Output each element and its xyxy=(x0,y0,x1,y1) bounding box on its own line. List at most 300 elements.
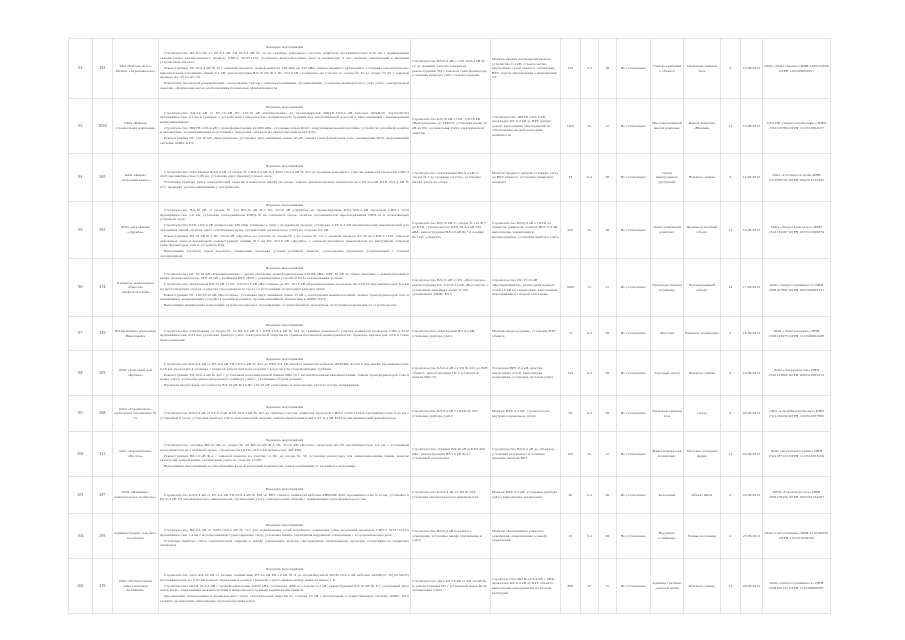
cell-term xyxy=(721,351,741,396)
cell-term xyxy=(721,559,741,614)
cell-applicant xyxy=(113,477,159,514)
cell-voltage xyxy=(581,259,599,317)
works-grid-text: Строительство КЛ-10 кВ от ПС 110/10 кВ «Центральная» до 2БКТП, установка ячеек 10 кВ на ПС, организация учёта электрической энергии xyxy=(412,116,488,135)
description-paragraph: Выполнение мероприятий по обеспечению второй категории надёжности электроснабжения от резервного источника. xyxy=(164,464,357,469)
cell-num xyxy=(69,39,93,99)
cell-date xyxy=(741,477,763,514)
register-body xyxy=(69,39,831,614)
works-grid-text: Строительство ответвления ВЛ-0,4 кВ от опоры № 7 до границы участка, установка шкафа учёта на опоре xyxy=(412,170,482,184)
works-applicant-text: Установка ВРУ-0,4 кВ, монтаж внутренних сетей, выполнение заземления, установка системы учёта xyxy=(492,366,554,380)
description-paragraph: Строительство КЛ-0,4 кВ от РУ-0,4 кВ ТП-10/0,4 кВ № 634 до ВРУ объекта заявителя кабелем АВБбШв 4х95 протяжённостью 0,12 км; установка в РУ-0,4 кВ ТП автоматического выключателя; организация учёта электрической энергии с применением трансформаторов тока. xyxy=(160,492,409,502)
cell-object xyxy=(684,99,721,154)
cell-contractor xyxy=(763,39,831,99)
table-row xyxy=(69,99,831,154)
table-row xyxy=(69,154,831,202)
description-paragraph: Строительство КЛ-0,4 кВ от РУ-0,4 кВ ТП-10/0,4 кВ № 421 до ВРУ-0,4 кВ объекта заявителя кабелем АВБбШв 4х120 в две нитки протяжённостью 0,18 км, прокладка в траншее с защитой кабеля при пересечении с дорогой асбестоцементными трубами. xyxy=(160,362,409,371)
cell-works-grid xyxy=(411,432,491,477)
voltage-text: 10 xyxy=(587,227,592,232)
works-grid-text: Строительство КЛ-0,4 кВ от ТП № 421 до ВРУ объекта, реконструкция ТП с установкой панели ЩО-70 xyxy=(412,366,489,380)
cell-power xyxy=(561,351,581,396)
cell-contractor xyxy=(763,559,831,614)
cell-applicant xyxy=(113,259,159,317)
cell-works-applicant xyxy=(491,202,561,259)
description-paragraph: Установка прибора учёта электрической энергии в шкафу управления, монтаж светодиодных светильников, проверка селективности защитных аппаратов. xyxy=(160,538,409,548)
cell-purpose xyxy=(651,39,684,99)
cell-works-applicant xyxy=(491,514,561,559)
power-text: 1200 xyxy=(566,123,575,128)
cell-contractor xyxy=(763,154,831,202)
term-text: 6 xyxy=(729,370,732,375)
description-paragraph: Реконструкция ПС 110/10 кВ «Центральная»: установка двух линейных ячеек 10 кВ, замена трансформаторов тока, расширение ОПУ, модернизация системы АИИС КУЭ. xyxy=(160,136,409,146)
applicant-text: Открытое акционерное общество «Нефтегазстрой» xyxy=(116,280,155,294)
date-text: 10.09.2013 xyxy=(742,123,761,128)
cell-code xyxy=(93,351,113,396)
description-paragraph: Строительство ВЛ-10 кВ от опоры № 112 ВЛ-10 кВ Ф-7 ПС 35/10 кВ «Дружба» до проектируемой КТП-10/0,4 кВ проводом СИП-3 1х70 протяжённостью 1,6 км, установка разъединителя РЛНД-10 на отпаечной опоре, монтаж ограничителей перенапряжения ОПН-10 и заземляющих устройств опор. xyxy=(160,208,409,222)
works-applicant-text: Монтаж светильников уличного освещения, подключение к шкафу управления xyxy=(492,529,548,543)
cell-desc xyxy=(159,559,411,614)
applicant-text: ООО «Региональная энергетическая компания» xyxy=(118,579,152,593)
category-text: III xyxy=(605,175,610,180)
description-paragraph: Строительство двухцепной ВЛ-35 кВ от ПС 110/35/10 кВ «Восточная» до ПС 35/10 кВ «Промышленная» проводом АС-120/19 протяжённостью 8,4 км на металлических опорах, подвеска грозозащитного троса со встроенным оптическим кабелем связи. xyxy=(160,282,409,291)
code-text: 312 xyxy=(99,451,106,456)
cell-works-grid xyxy=(411,99,491,154)
cell-power xyxy=(561,396,581,432)
object-text: Молочно-товарная ферма xyxy=(686,449,718,458)
cell-code xyxy=(93,396,113,432)
purpose-text: Производственная площадка xyxy=(652,282,682,292)
description-block xyxy=(160,164,409,191)
code-text: 249 xyxy=(99,331,106,336)
cell-category xyxy=(599,154,617,202)
category-text: III xyxy=(605,370,610,375)
object-text: Объект ЖКХ xyxy=(691,492,713,497)
works-grid-text: Строительство двух КЛ-10 кВ от РП-10 кВ № 8, реконструкция РП с установкой ячеек КСО, организация учёта xyxy=(412,579,488,593)
cell-voltage xyxy=(581,317,599,351)
date-text: 18.09.2013 xyxy=(742,331,761,336)
voltage-text: 0,4 xyxy=(587,370,592,375)
table-row xyxy=(69,39,831,99)
voltage-text: 10 xyxy=(587,583,592,588)
cell-works-grid xyxy=(411,154,491,202)
cell-code xyxy=(93,432,113,477)
date-text: 26.09.2013 xyxy=(742,583,761,588)
purpose-text: Котельная xyxy=(658,492,676,497)
cell-num xyxy=(69,514,93,559)
term-type-text: Не установлено xyxy=(620,227,647,232)
table-row xyxy=(69,317,831,351)
cell-category xyxy=(599,202,617,259)
cell-purpose xyxy=(651,202,684,259)
cell-works-applicant xyxy=(491,99,561,154)
works-grid-text: Строительство отпайки ВЛ-10 кВ и КТП 400 кВА, реконструкция ВЛ-10 кВ Ф-4 с установкой реклоузера xyxy=(412,447,485,461)
contractor-text: ООО «Светотехника» ИНН 2310189567 ОГРН 1122310006789 xyxy=(764,531,829,540)
category-text: III xyxy=(605,66,610,71)
num-text: 103 xyxy=(77,583,84,588)
cell-power xyxy=(561,202,581,259)
purpose-text: Административно-деловой центр xyxy=(652,581,682,590)
cell-object xyxy=(684,351,721,396)
num-text: 92 xyxy=(78,66,83,71)
num-text: 100 xyxy=(77,451,84,456)
cell-works-grid xyxy=(411,351,491,396)
cell-works-applicant xyxy=(491,396,561,432)
term-text: 24 xyxy=(728,285,733,290)
cell-works-applicant xyxy=(491,317,561,351)
cell-contractor xyxy=(763,432,831,477)
cell-date xyxy=(741,259,763,317)
cell-code xyxy=(93,154,113,202)
cell-contractor xyxy=(763,351,831,396)
cell-num xyxy=(69,396,93,432)
cell-date xyxy=(741,154,763,202)
term-text: 6 xyxy=(729,492,732,497)
description-block xyxy=(160,266,409,310)
code-text: 274 xyxy=(99,285,106,290)
cell-date xyxy=(741,559,763,614)
cell-term xyxy=(721,396,741,432)
cell-num xyxy=(69,477,93,514)
power-text: 120 xyxy=(567,370,574,375)
purpose-text: Производственная база xyxy=(652,408,682,418)
object-text: Производственная база xyxy=(687,63,717,73)
contractor-text: СРО НП «Энергостройальянс» ИНН 2310156789 ОГРН 1112310004527 xyxy=(766,121,827,130)
description-paragraph: Строительство 2КТП-10/0,4 кВ с трансформаторами 2х630 кВА, установка АВР на стороне 0,4 кВ; реконструкция РП-10 кВ № 8 с установкой двух ячеек КСО с вакуумными выключателями и микропроцессорными терминалами защиты. xyxy=(160,583,409,593)
cell-term-type xyxy=(617,396,651,432)
cell-category xyxy=(599,514,617,559)
cell-desc xyxy=(159,317,411,351)
voltage-text: 0,4 xyxy=(587,175,592,180)
cell-voltage xyxy=(581,154,599,202)
category-text: III xyxy=(605,492,610,497)
cell-voltage xyxy=(581,559,599,614)
cell-date xyxy=(741,99,763,154)
cell-object xyxy=(684,317,721,351)
num-text: 101 xyxy=(77,492,84,497)
applicant-text: ООО «Торговый дом «Кубань» xyxy=(118,368,153,377)
cell-applicant xyxy=(113,514,159,559)
term-text: 12 xyxy=(728,583,733,588)
purpose-text: Электроснабжение объекта xyxy=(652,63,682,73)
power-text: 670 xyxy=(567,227,574,232)
contractor-text: ООО «Энергостройинвест» ИНН 2308190123 ОГРН 1132308000987 xyxy=(768,581,825,590)
term-type-text: Не установлено xyxy=(620,370,647,375)
cell-contractor xyxy=(763,514,831,559)
cell-power xyxy=(561,317,581,351)
description-heading: Перечень мероприятий xyxy=(265,323,304,328)
voltage-text: 0,4 xyxy=(587,411,592,416)
cell-voltage xyxy=(581,99,599,154)
cell-purpose xyxy=(651,317,684,351)
object-text: Нежилое здание xyxy=(688,583,716,588)
table-row xyxy=(69,559,831,614)
cell-term xyxy=(721,39,741,99)
cell-num xyxy=(69,154,93,202)
cell-contractor xyxy=(763,477,831,514)
cell-desc xyxy=(159,351,411,396)
cell-num xyxy=(69,351,93,396)
term-type-text: Не установлено xyxy=(620,411,647,416)
cell-works-grid xyxy=(411,477,491,514)
num-text: 99 xyxy=(78,411,83,416)
table-row xyxy=(69,202,831,259)
description-paragraph: Установка прибора учёта электрической энергии в выносном шкафу на опоре, замена автоматического выключателя в РУ-0,4 кВ КТП-10/0,4 кВ № 215, проверка уровня напряжения у потребителя. xyxy=(160,180,409,189)
applicant-text: ООО «Жилищно-коммунальное хозяйство» xyxy=(114,490,157,499)
date-text: 12.09.2013 xyxy=(742,175,761,180)
cell-applicant xyxy=(113,39,159,99)
category-text: III xyxy=(605,227,610,232)
description-paragraph: Реконструкция ПС 110/35/10 кВ «Восточная»: установка двух линейных ячеек 35 кВ с элегазовыми выключателями, замена трансформаторов тока и напряжения, модернизация устройств релейной защиты, противоаварийной автоматики и АИИС КУЭ. xyxy=(160,292,409,302)
object-text: Производственный объект xyxy=(686,225,718,234)
cell-term xyxy=(721,477,741,514)
term-type-text: Не установлено xyxy=(620,123,647,128)
register-table xyxy=(68,38,831,614)
cell-code xyxy=(93,514,113,559)
applicant-text: ЗАО «Агрокомплекс «Восток» xyxy=(119,449,152,458)
cell-desc xyxy=(159,396,411,432)
cell-date xyxy=(741,39,763,99)
works-applicant-text: Монтаж вводно-распределительного устройства 0,4 кВ, строительство внутренних сетей объекта, заземление ВРУ, подача уведомления о выполнении ТУ xyxy=(492,57,558,80)
date-text: 25.09.2013 xyxy=(742,533,761,538)
cell-voltage xyxy=(581,432,599,477)
term-type-text: Не установлено xyxy=(620,66,647,71)
cell-works-grid xyxy=(411,317,491,351)
date-text: 19.09.2013 xyxy=(742,370,761,375)
applicant-text: ОАО «Фирма «Агрохимсервис» xyxy=(121,172,150,182)
description-paragraph: Разработка проектной документации, согласование трассы с заинтересованными организациями, установка коммерческого узла учёта электрической энергии, оформление актов разграничения балансовой принадлежности. xyxy=(160,81,409,90)
power-text: 60 xyxy=(568,492,573,497)
contractor-text: ООО «СтройЭнергоПроект» ИНН 2311156234 ОГРН 1102311007890 xyxy=(769,408,824,418)
cell-category xyxy=(599,259,617,317)
cell-term-type xyxy=(617,559,651,614)
cell-purpose xyxy=(651,259,684,317)
cell-voltage xyxy=(581,514,599,559)
description-heading: Перечень мероприятий xyxy=(265,164,304,169)
cell-object xyxy=(684,559,721,614)
cell-works-applicant xyxy=(491,259,561,317)
cell-power xyxy=(561,514,581,559)
cell-desc xyxy=(159,154,411,202)
works-applicant-text: Строительство 2КТП-10/0,4 кВ с АВР, прокладка КЛ-0,4 кВ до ВРУ объекта, выполнение мероприятий по второй категории xyxy=(492,576,555,595)
cell-code xyxy=(93,317,113,351)
cell-works-applicant xyxy=(491,351,561,396)
description-block xyxy=(160,203,409,258)
description-paragraph: Организация телемеханики и коммерческого учёта электрической энергии на стороне 10 кВ с интеграцией в существующую систему АИИС КУЭ сетевой организации; выполнение пусконаладочных работ. xyxy=(160,594,409,603)
cell-num xyxy=(69,432,93,477)
works-applicant-text: Монтаж ВРУ-0,4 кВ, установка прибора учёта, выполнение заземления xyxy=(492,490,558,499)
description-block xyxy=(160,45,409,92)
applicant-text: ООО «Строительно-монтажное управление № 5» xyxy=(114,406,157,420)
cell-term xyxy=(721,259,741,317)
cell-date xyxy=(741,514,763,559)
contractor-text: ООО «ЭнергоТрансАгро» ИНН 2312134567 ОГРН 1072312009876 xyxy=(768,225,825,234)
cell-contractor xyxy=(763,317,831,351)
cell-works-grid xyxy=(411,259,491,317)
description-paragraph: Строительство ВЛ-0,4 кВ от РУ-0,4 кВ ТП-10/0,4 кВ № 12 до границы земельного участка заявителя протяжённостью 0,35 км с применением самонесущего изолированного провода СИП-2 3х70+1х70, установка железобетонных опор в количестве 9 шт., монтаж ответвлений к вводным устройствам объекта. xyxy=(160,50,409,65)
description-paragraph: Строительство ВЛ-0,4 кВ от КТП-10/0,4 кВ № 712 для подключения сетей наружного освещения улиц поселения проводом СИП-2 3х35+1х54,6 протяжённостью 1,4 км с использованием существующих опор; установка шкафа управления наружным освещением с астрономическим реле. xyxy=(160,528,409,537)
cell-desc xyxy=(159,202,411,259)
term-type-text: Не установлено xyxy=(620,285,647,290)
description-paragraph: Проверка пропускной способности ВЛ-10 кВ Ф-12 ПС 110/10 кВ «Западная» и выполнение расчёта потерь напряжения. xyxy=(164,383,360,388)
voltage-text: 0,4 xyxy=(587,66,592,71)
cell-purpose xyxy=(651,514,684,559)
term-text: 6 xyxy=(729,175,732,180)
voltage-text: 10 xyxy=(587,123,592,128)
cell-voltage xyxy=(581,351,599,396)
cell-applicant xyxy=(113,559,159,614)
power-text: 15 xyxy=(568,331,573,336)
cell-works-grid xyxy=(411,396,491,432)
voltage-text: 0,4 xyxy=(587,492,592,497)
num-text: 98 xyxy=(78,370,83,375)
cell-desc xyxy=(159,477,411,514)
voltage-text: 10 xyxy=(587,451,592,456)
works-applicant-text: Монтаж ввода в здание, установка ВРУ объекта xyxy=(492,328,557,338)
term-text: 12 xyxy=(728,451,733,456)
purpose-text: Многоквартирный жилой комплекс xyxy=(652,121,682,130)
description-paragraph: Строительство 2БКТП-10/0,4 кВ с трансформаторами 2х1000 кВА, установка ячеек КСО с вакуумными выключателями, устройство релейной защиты и автоматики, телемеханизация подстанции с передачей сигналов на диспетчерский пункт РЭС. xyxy=(160,125,409,135)
works-grid-text: Строительство ВЛ-0,4 кВ от КТП № 507, установка прибора учёта xyxy=(412,408,479,418)
date-text: 17.09.2013 xyxy=(742,285,761,290)
description-paragraph: Строительство ПС 35/10 кВ «Промышленная» с двумя силовыми трансформаторами 2х6300 кВА, ОРУ-35 кВ по схеме «мостик» с выключателями в цепях трансформаторов, ЗРУ-10 кВ с ячейками КРУ, ОПУ с размещением устройств РЗА, телемеханики и связи. xyxy=(160,271,409,281)
power-text: 25 xyxy=(568,533,573,538)
contractor-text: ООО «Агроэнергосервис» ИНН 2312167123 ОГРН 1112312003456 xyxy=(769,449,824,458)
voltage-text: 0,4 xyxy=(587,533,592,538)
num-text: 94 xyxy=(78,175,83,180)
num-text: 93 xyxy=(78,123,83,128)
contractor-text: ООО «Энергостройинвест» ИНН 2308167890 ОГРН 1092308004321 xyxy=(768,282,825,292)
cell-applicant xyxy=(113,154,159,202)
cell-applicant xyxy=(113,351,159,396)
description-paragraph: Реконструкция ТП-10/0,4 кВ № 12 с заменой силового трансформатора 160 кВА на 250 кВА, замена вводного рубильника, установка автоматических выключателей отходящих линий 0,4 кВ; реконструкция ВЛ-10 кВ Ф-3 ПС 35/10 кВ «Северная» на участке от опоры № 45 до опоры № 63 с заменой провода АС-35 на АС-70. xyxy=(160,66,409,80)
cell-applicant xyxy=(113,99,159,154)
description-block xyxy=(160,487,409,503)
description-paragraph: Строительство КЛ-10 кВ от РУ-10 кВ ПС 110/10 кВ «Центральная» до проектируемой 2БКТП-10/0,4 кВ кабелем АПвПу2г 3х(1х240/35) протяжённостью 2,1 км в траншее, с устройством горизонтально направленного бурения под автомобильной дорогой и пересечениями с инженерными коммуникациями. xyxy=(160,110,409,124)
cell-term xyxy=(721,317,741,351)
table-row xyxy=(69,432,831,477)
works-grid-text: Строительство ВЛ-0,4 кВ наружного освещения, установка шкафа управления и учёта xyxy=(412,529,483,543)
cell-contractor xyxy=(763,396,831,432)
cell-purpose xyxy=(651,432,684,477)
code-text: 287 xyxy=(99,492,106,497)
works-grid-text: Строительство КЛ-0,4 кВ от ТП № 634, установка автоматического выключателя xyxy=(412,490,479,499)
cell-date xyxy=(741,202,763,259)
cell-code xyxy=(93,559,113,614)
code-text: 281 xyxy=(99,66,106,71)
table-row xyxy=(69,514,831,559)
term-type-text: Не установлено xyxy=(620,533,647,538)
category-text: II xyxy=(606,451,609,456)
cell-category xyxy=(599,39,617,99)
cell-desc xyxy=(159,514,411,559)
cell-term-type xyxy=(617,202,651,259)
description-heading: Перечень мероприятий xyxy=(265,356,304,361)
cell-category xyxy=(599,559,617,614)
term-text: 12 xyxy=(728,227,733,232)
term-text: 4 xyxy=(729,331,732,336)
cell-object xyxy=(684,432,721,477)
description-heading: Перечень мероприятий xyxy=(265,522,304,527)
works-applicant-text: Монтаж ВРУ-0,4 кВ, строительство внутриплощадочных сетей xyxy=(492,408,551,418)
cell-code xyxy=(93,202,113,259)
description-block xyxy=(160,357,409,390)
description-block xyxy=(160,323,409,344)
cell-works-grid xyxy=(411,202,491,259)
cell-category xyxy=(599,432,617,477)
code-text: 303 xyxy=(99,370,106,375)
cell-applicant xyxy=(113,432,159,477)
cell-category xyxy=(599,351,617,396)
category-text: II xyxy=(606,123,609,128)
cell-power xyxy=(561,432,581,477)
cell-term-type xyxy=(617,351,651,396)
num-text: 96 xyxy=(78,285,83,290)
contractor-text: ООО «Энергопроект» ИНН 2309125648 ОГРН 1102309003851 xyxy=(764,63,829,73)
cell-works-applicant xyxy=(491,39,561,99)
cell-category xyxy=(599,99,617,154)
cell-contractor xyxy=(763,202,831,259)
description-paragraph: Строительство двух КЛ-10 кВ от разных секций шин РУ-10 кВ РП-10 кВ № 8 до проектируемой 2КТП-10/0,4 кВ кабелем АПвПу2г 3х(1х150/25) протяжённостью по 0,65 км каждая, прокладка в разных траншеях с расстоянием между ними не менее 1 м. xyxy=(160,573,409,582)
description-paragraph: Строительство отпайки ВЛ-10 кВ от опоры № 56 ВЛ-10 кВ Ф-4 ПС 35/10 кВ «Восток» проводом АС-70 протяжённостью 0,9 км с установкой разъединителя на отпаечной опоре, строительство КТП-10/0,4 кВ мощностью 400 кВА. xyxy=(160,443,409,452)
cell-term xyxy=(721,99,741,154)
cell-num xyxy=(69,202,93,259)
object-text: Жилой комплекс «Южный» xyxy=(688,121,716,130)
date-text: 10.09.2013 xyxy=(742,66,761,71)
cell-term-type xyxy=(617,259,651,317)
term-type-text: Не установлено xyxy=(620,451,647,456)
term-type-text: Не установлено xyxy=(620,583,647,588)
cell-desc xyxy=(159,259,411,317)
purpose-text: Магазин xyxy=(660,331,674,336)
purpose-text: Зерносушильный комплекс xyxy=(652,225,682,234)
description-paragraph: Реконструкция ВЛ-10 кВ Ф-4 с заменой провода на участке от ПС до опоры № 56, установка реклоузера для секционирования линии, монтаж указателей повреждения, организация учёта на стороне 10 кВ. xyxy=(160,453,409,463)
cell-voltage xyxy=(581,396,599,432)
cell-num xyxy=(69,559,93,614)
description-heading: Перечень мероприятий xyxy=(265,437,304,442)
purpose-text: Животноводческий комплекс xyxy=(652,449,682,458)
cell-desc xyxy=(159,99,411,154)
description-heading: Перечень мероприятий xyxy=(265,265,304,270)
cell-code xyxy=(93,39,113,99)
contractor-text: ООО «Энергомонтаж» ИНН 2310123890 ОГРН 1082310005612 xyxy=(768,368,825,377)
cell-purpose xyxy=(651,477,684,514)
cell-purpose xyxy=(651,154,684,202)
cell-power xyxy=(561,559,581,614)
cell-power xyxy=(561,39,581,99)
description-paragraph: Строительство ответвления от опоры № 14 ВЛ-0,4 кВ Л-1 КТП-10/0,4 кВ № 318 до границы земельного участка заявителя проводом СИП-4 4х16 протяжённостью 0,03 км; установка прибора учёта электрической энергии на границе балансовой принадлежности; проверка параметров сети в точке присоединения. xyxy=(160,328,409,342)
works-applicant-text: Строительство ПС 35/10 кВ «Промышленная», распределительных сетей 10 кВ по территории, выполнение мероприятий по второй категории xyxy=(492,278,558,297)
contractor-text: ООО «Электросервис» ИНН 2309145678 ОГРН 1112309002468 xyxy=(769,328,824,338)
description-paragraph: Выполнение инженерных изысканий, разработка проекта, прохождение государственной экспертизы, получение разрешения на строительство. xyxy=(164,303,398,308)
cell-purpose xyxy=(651,396,684,432)
cell-date xyxy=(741,317,763,351)
term-text: 12 xyxy=(728,123,733,128)
code-text: 265 xyxy=(99,175,106,180)
cell-works-applicant xyxy=(491,432,561,477)
description-block xyxy=(160,438,409,471)
num-text: 102 xyxy=(77,533,84,538)
applicant-text: ООО «Агрофирма «Дружба» xyxy=(120,225,151,234)
date-text: 24.09.2013 xyxy=(742,492,761,497)
term-type-text: Не установлено xyxy=(620,492,647,497)
purpose-text: Торговый центр xyxy=(654,370,680,375)
category-text: III xyxy=(605,411,610,416)
cell-term-type xyxy=(617,99,651,154)
cell-power xyxy=(561,259,581,317)
cell-voltage xyxy=(581,39,599,99)
term-type-text: Не установлено xyxy=(620,175,647,180)
cell-term xyxy=(721,514,741,559)
contractor-text: ООО «ГазЭнергоСтрой» ИНН 2311098765 ОГРН 1062311012345 xyxy=(769,172,824,182)
